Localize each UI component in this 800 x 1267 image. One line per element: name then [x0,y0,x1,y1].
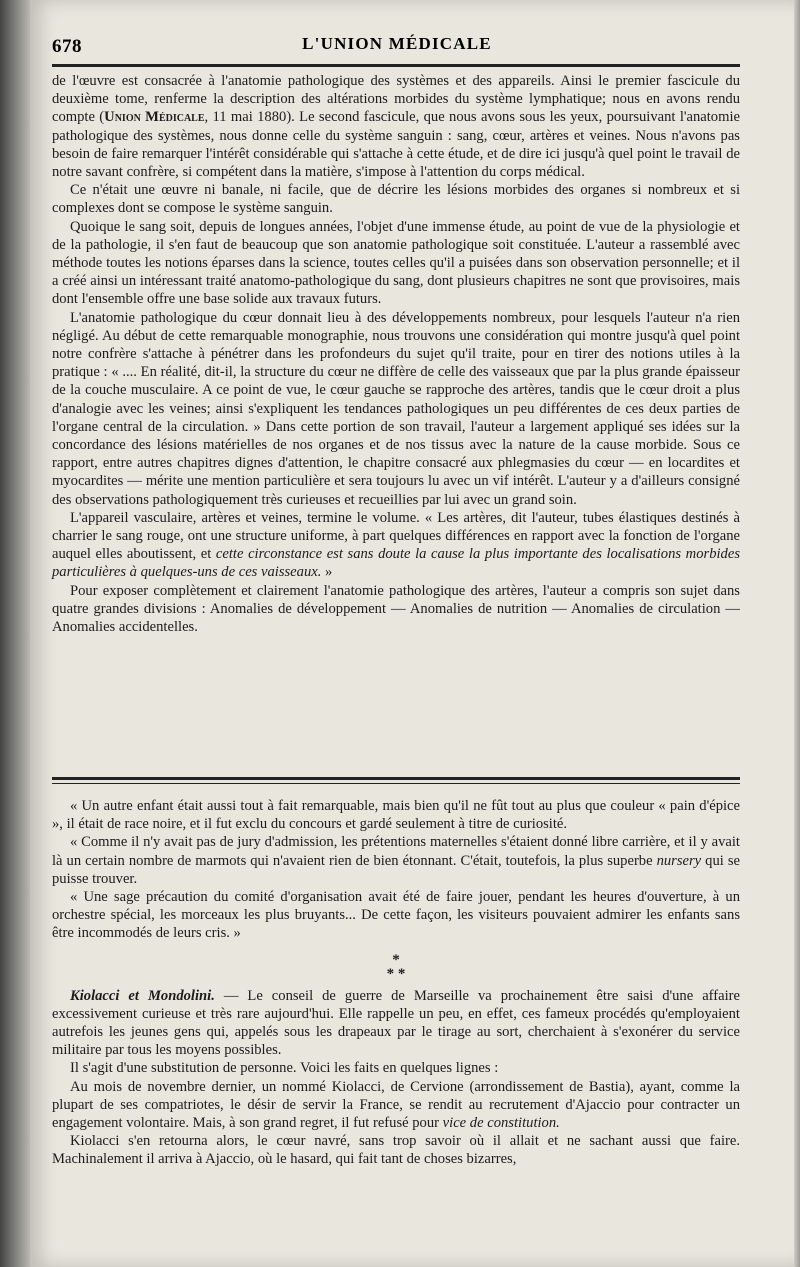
paragraph: Il s'agit d'une substitution de personne. Voici les faits en quelques lignes : [70,1060,499,1077]
paragraph-text: Au mois de novembre dernier, un nommé Kiolacci, de Cervione (arrondissement de Bastia), ayant, comme la plupart de ses compatriotes, le désir de servir la France, se rendit au recrutement d'Ajaccio pour contracter un engagement volontaire. Mais, à son grand regret, il fut refusé pour [52,1078,740,1132]
paragraph-text: « Comme il n'y avait pas de jury d'admission, les prétentions maternelles s'étaient donné libre carrière, et il y avait là un certain nombre de marmots qui n'avaient rien de bien étonnant. C'était, toutefois, la plus superbe [52,834,740,869]
page-header [52,32,742,62]
asterism-bottom: * * [386,965,406,982]
paragraph [52,72,740,181]
paragraph [52,833,740,888]
paragraph-text: de l'œuvre est consacrée à l'anatomie pathologique des systèmes et des appareils. Ainsi le premier fascicule du deuxième tome, renferme la description des altérations morbides du système lymphatique; nous en avons rendu compte ( [52,73,740,126]
italic-phrase: vice de constitution. [442,1115,560,1132]
paragraph-text: » [321,564,333,581]
paragraph-text: , 11 mai 1880). Le second fascicule, que nous avons sous les yeux, poursuivant l'anatomie pathologique des systèmes, nous donne celle du système sanguin : sang, cœur, artères et veines. Nous n'avons pas besoin de faire remarquer l'intérêt considérable qui s'attache à cette étude, et de dire ici jusqu'à quel point le travail de notre savant confrère, si compétent dans la matière, s'impose à l'attention du corps médical. [52,109,740,181]
header-rule [52,64,740,67]
runin-heading: Kiolacci et Mondolini. [70,987,215,1004]
paragraph: L'anatomie pathologique du cœur donnait lieu à des développements nombreux, pour lesquels l'auteur n'a rien négligé. Au début de cette remarquable monographie, nous trouvons une considération qui montre jusqu'à quel point notre confrère s'attache à pénétrer dans les profondeurs du sujet qu'il traite, pour en tirer des notions utiles à la pratique : « .... En réalité, dit-il, la structure du cœur ne diffère de celle des vaisseaux que par la plus grande épaisseur de la couche musculaire. A ce point de vue, le cœur gauche se rapproche des artères, tandis que le cœur droit a plus d'analogie avec les veines; ainsi s'expliquent les tendances pathologiques un peu différentes de ces deux parties de l'organe central de la circulation. » Dans cette portion de son travail, l'auteur a largement appliqué ses idées sur la concordance des lésions matérielles de nos organes et de nos tissus avec la nature de la cause morbide. Sous ce rapport, entre autres chapitres dignes d'attention, le chapitre consacré aux phlegmasies du cœur — en locardites et myocardites — mérite une mention particulière et sera toujours lu avec un vif intérêt. L'auteur y a d'ailleurs consigné des observations pathologiquement très curieuses et recueillies par lui avec un grand soin. [52,309,740,508]
book-gutter [0,0,30,1267]
journal-reference: Union Médicale [104,109,205,126]
asterism-top: * [392,951,400,968]
review-article [52,72,740,636]
paragraph: « Une sage précaution du comité d'organisation avait été de faire jouer, pendant les heures d'ouverture, à un orchestre spécial, les morceaux les plus bruyants... De cette façon, les visiteurs pouvaient admirer les enfants sans être incommodés de leurs cris. » [52,889,740,942]
paragraph-text: — Le conseil de guerre de Marseille va prochainement être saisi d'une affaire excessivement curieuse et très rare aujourd'hui. Elle rappelle un peu, en effet, ces fameux procédés qu'employaient autrefois les jeunes gens qui, appelés sous les drapeaux par le tirage au sort, cherchaient à s'exonérer du service militaire par tous les moyens possibles. [52,987,740,1059]
paragraph [52,987,740,1060]
paragraph-text: L'appareil vasculaire, artères et veines, termine le volume. « Les artères, dit l'auteur, tubes élastiques destinés à charrier le sang rouge, ont une structure uniforme, à part quelques différences en rapport avec la fonction de l'organe auquel elles aboutissent, et [52,509,740,563]
section-divider [52,777,740,786]
paragraph [52,509,740,582]
paragraph: Ce n'était une œuvre ni banale, ni facile, que de décrire les lésions morbides des organes si nombreux et si complexes dont se compose le système sanguin. [52,182,740,217]
paragraph-text: qui se puisse trouver. [52,852,740,887]
divider-thick [52,777,740,780]
paragraph: « Un autre enfant était aussi tout à fait remarquable, mais bien qu'il ne fût tout au plus que couleur « pain d'épice », il était de race noire, et il fut exclu du concours et gardé seulement à titre de curiosité. [52,798,740,833]
paragraph: Pour exposer complètement et clairement l'anatomie pathologique des artères, l'auteur a compris son sujet dans quatre grandes divisions : Anomalies de développement — Anomalies de nutrition — Anomalies de circulation — Anomalies accidentelles. [52,582,740,636]
paragraph: Kiolacci s'en retourna alors, le cœur navré, sans trop savoir où il allait et ne sachant aussi que faire. Machinalement il arriva à Ajaccio, où le hasard, qui fait tant de choses bizarres, [52,1133,740,1168]
asterism [52,953,740,981]
italic-word: nursery [656,852,702,869]
page-number: 678 [52,36,82,57]
divider-thin [52,783,740,784]
paragraph [52,1078,740,1133]
paragraph: Quoique le sang soit, depuis de longues années, l'objet d'une immense étude, au point de vue de la physiologie et de la pathologie, il s'en faut de beaucoup que son anatomie pathologique soit constituée. L'auteur a rassemblé avec méthode toutes les notions éparses dans la science, toutes celles qu'il a puisées dans son observation personnelle; et il a créé ainsi un intéressant traité anatomo-pathologique du sang, dont plusieurs chapitres ne sont que provisoires, mais dont l'ensemble offre une base solide aux travaux futurs. [52,218,740,308]
page-edge [794,0,800,1267]
italic-quote: cette circonstance est sans doute la cause la plus importante des localisations morbides particulières à quelques-uns de ces vaisseaux. [52,546,740,581]
feuilleton-column [52,797,740,1169]
running-title: L'UNION MÉDICALE [302,34,492,53]
